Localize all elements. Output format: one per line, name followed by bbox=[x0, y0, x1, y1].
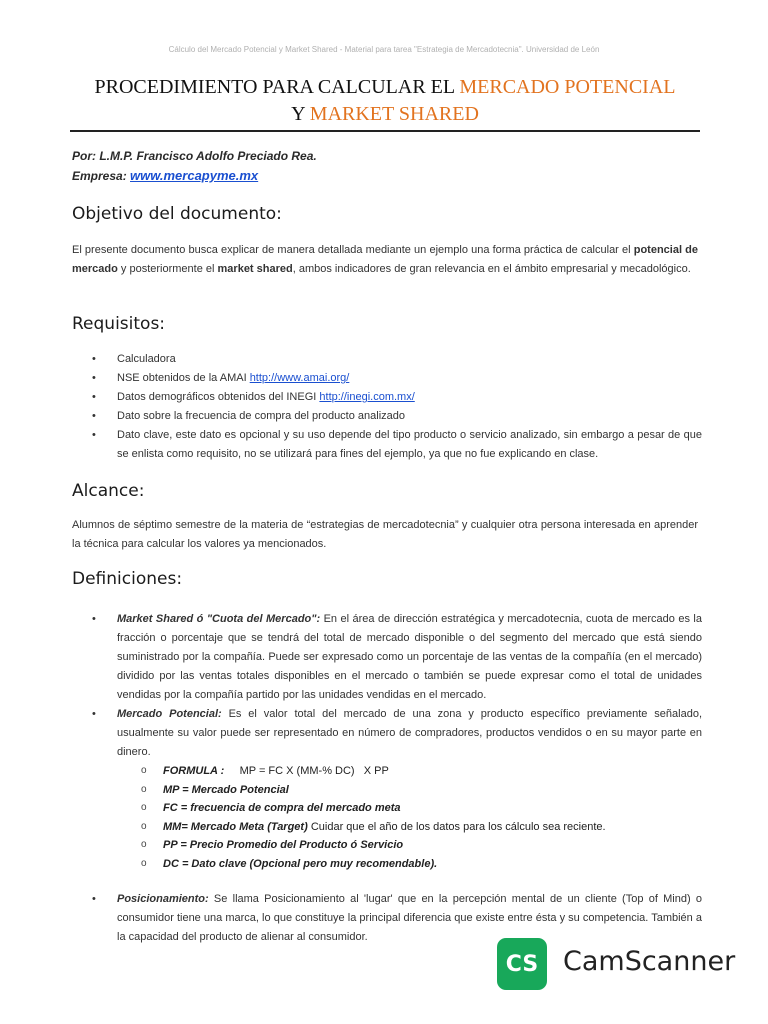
running-header: Cálculo del Mercado Potencial y Market Shared - Material para tarea "Estrategia de Mercadotecnia". Universidad de León bbox=[168, 45, 600, 54]
list-item bbox=[72, 705, 702, 873]
heading-requisitos: Requisitos: bbox=[72, 314, 166, 334]
list-item bbox=[72, 426, 702, 464]
alcance-paragraph: Alumnos de séptimo semestre de la materia de “estrategias de mercadotecnia” y cualquier otra persona interesada en aprender la técnica para calcular los valores ya mencionados. bbox=[72, 519, 698, 550]
formula-item bbox=[117, 781, 702, 800]
objetivo-bold-potencial: potencial de mercado bbox=[72, 244, 698, 275]
formula-item bbox=[117, 818, 702, 837]
list-item bbox=[72, 890, 702, 947]
objetivo-text-a: El presente documento busca explicar de manera detallada mediante un ejemplo una forma práctica de calcular el bbox=[72, 244, 634, 256]
document-title bbox=[70, 74, 700, 128]
heading-definiciones: Definiciones: bbox=[72, 569, 183, 589]
term-market-shared: Market Shared ó "Cuota del Mercado": bbox=[117, 613, 321, 625]
bullet-icon: • bbox=[92, 893, 96, 905]
formula-term: PP = Precio Promedio del Producto ó Servicio bbox=[163, 839, 404, 851]
inegi-link[interactable]: http://inegi.com.mx/ bbox=[319, 391, 415, 403]
list-item bbox=[72, 610, 702, 705]
list-item bbox=[72, 369, 702, 388]
formula-item bbox=[117, 799, 702, 818]
list-item bbox=[72, 407, 702, 426]
formula-label: FORMULA : bbox=[163, 765, 225, 777]
formula-item bbox=[117, 762, 702, 781]
objetivo-text-c: , ambos indicadores de gran relevancia en el ámbito empresarial y mecadológico. bbox=[292, 262, 691, 275]
formula-item bbox=[117, 855, 702, 874]
requisito-text: Datos demográficos obtenidos del INEGI bbox=[117, 391, 320, 403]
bullet-icon: • bbox=[92, 708, 96, 720]
heading-objetivo: Objetivo del documento: bbox=[72, 204, 282, 224]
author-line: Por: L.M.P. Francisco Adolfo Preciado Rea. bbox=[72, 149, 317, 163]
formula-list bbox=[117, 762, 702, 873]
title-prefix-2: Y bbox=[291, 103, 310, 125]
formula-note: Cuidar que el año de los datos para los cálculo sea reciente. bbox=[307, 820, 606, 833]
list-item bbox=[72, 350, 702, 369]
amai-link[interactable]: http://www.amai.org/ bbox=[249, 372, 350, 384]
formula-term: MM= Mercado Meta (Target) bbox=[163, 820, 308, 833]
objetivo-text-b: y posteriormente el bbox=[117, 262, 218, 275]
title-prefix: PROCEDIMIENTO PARA CALCULAR EL bbox=[94, 76, 460, 98]
requisitos-list bbox=[72, 350, 702, 464]
title-accent-mercado-potencial: MERCADO POTENCIAL bbox=[459, 76, 676, 98]
company-label: Empresa: bbox=[72, 169, 131, 183]
term-posicionamiento: Posicionamiento: bbox=[117, 893, 209, 905]
formula-value: MP = FC X (MM-% DC) X PP bbox=[224, 765, 389, 777]
camscanner-logo: CS bbox=[497, 938, 547, 990]
term-mercado-potencial: Mercado Potencial: bbox=[117, 708, 222, 720]
title-accent-market-shared: MARKET SHARED bbox=[309, 103, 479, 125]
requisito-text: NSE obtenidos de la AMAI bbox=[117, 372, 250, 384]
camscanner-brand: CamScanner bbox=[563, 946, 736, 977]
objetivo-bold-market: market shared bbox=[217, 262, 293, 275]
requisito-text: Dato clave, este dato es opcional y su uso depende del tipo producto o servicio analizado, sin embargo a pesar de que se enlista como requisito, no se utilizará para fines del ejemplo, ya que no fue explicando en clase. bbox=[117, 429, 702, 460]
formula-item bbox=[117, 836, 702, 855]
author-block bbox=[72, 147, 317, 186]
definition-text: Se llama Posicionamiento al 'lugar' que en la percepción mental de un cliente (Top of Mind) o consumidor tiene una marca, lo que constituye la principal diferencia que existe entre ésta y su competencia. También a la capacidad del producto de alienar al consumidor. bbox=[117, 893, 702, 943]
bullet-icon: • bbox=[92, 391, 96, 403]
title-divider bbox=[70, 130, 700, 132]
circle-bullet-icon: o bbox=[141, 857, 147, 869]
circle-bullet-icon: o bbox=[141, 783, 147, 795]
requisito-text: Calculadora bbox=[117, 353, 176, 365]
title-line-1 bbox=[70, 74, 700, 101]
bullet-icon: • bbox=[92, 353, 96, 365]
definition-text: Es el valor total del mercado de una zona y producto específico previamente señalado, usualmente su valor puede ser representado en número de compradores, productos vendidos o en su mayor parte en dinero. bbox=[117, 708, 703, 758]
circle-bullet-icon: o bbox=[141, 820, 147, 832]
bullet-icon: • bbox=[92, 429, 96, 441]
list-item bbox=[72, 388, 702, 407]
title-line-2 bbox=[70, 101, 700, 128]
circle-bullet-icon: o bbox=[141, 765, 147, 776]
company-link[interactable]: www.mercapyme.mx bbox=[130, 168, 259, 183]
definiciones-list bbox=[72, 610, 702, 947]
bullet-icon: • bbox=[92, 372, 96, 384]
heading-alcance: Alcance: bbox=[72, 481, 145, 501]
circle-bullet-icon: o bbox=[141, 839, 147, 850]
circle-bullet-icon: o bbox=[141, 802, 147, 813]
bullet-icon: • bbox=[92, 613, 96, 625]
formula-term: MP = Mercado Potencial bbox=[163, 783, 289, 796]
objetivo-paragraph bbox=[72, 241, 698, 278]
company-line bbox=[72, 166, 317, 186]
bullet-icon: • bbox=[92, 410, 96, 422]
definition-text: En el área de dirección estratégica y mercadotecnia, cuota de mercado es la fracción o porcentaje que se tendrá del total de mercado disponible o del segmento del mercado que está siendo suministrado por la compañía. Puede ser expresado como un porcentaje de las ventas de la compañía (en el mercado) dividido por las ventas totales disponibles en el mercado o también se puede expresar como el total de unidades vendidas por la compañía partido por las unidades vendidas en el mercado. bbox=[117, 613, 702, 701]
formula-term: FC = frecuencia de compra del mercado meta bbox=[163, 802, 401, 814]
requisito-text: Dato sobre la frecuencia de compra del producto analizado bbox=[117, 410, 406, 422]
formula-term: DC = Dato clave (Opcional pero muy recomendable). bbox=[163, 857, 438, 870]
